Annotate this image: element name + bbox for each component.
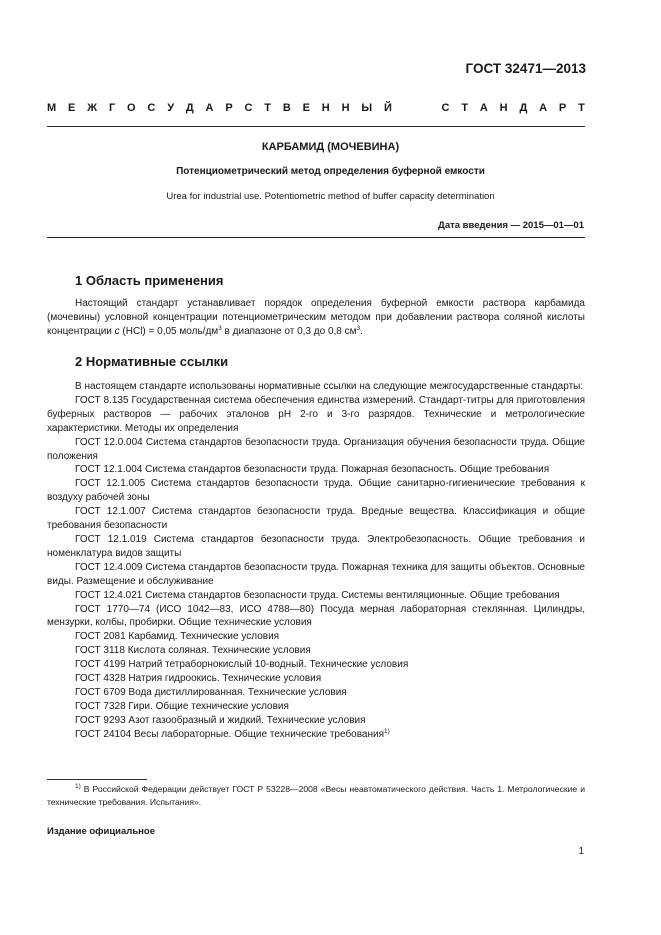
reference-item-last: ГОСТ 24104 Весы лабораторные. Общие технические требования$^{1)}$ <box>75 727 390 740</box>
footnote-marker: 1) <box>75 783 81 790</box>
section-1-heading: 1 Область применения <box>75 273 224 288</box>
banner-letter: Н <box>341 102 350 114</box>
banner-letter: Н <box>499 102 508 114</box>
english-title: Urea for industrial use. Potentiometric method of buffer capacity determination <box>166 191 495 202</box>
document-title: КАРБАМИД (МОЧЕВИНА) <box>261 141 400 153</box>
official-edition-label: Издание официальное <box>47 826 155 837</box>
footnote-divider <box>47 779 147 780</box>
banner-letter: Е <box>68 102 76 114</box>
banner-letter: Й <box>383 102 392 114</box>
banner-letter: У <box>167 102 175 114</box>
section-2-heading: 2 Нормативные ссылки <box>75 354 229 369</box>
banner-letter: Г <box>108 102 116 114</box>
reference-item: ГОСТ 12.1.004 Система стандартов безопасности труда. Пожарная безопасность. Общие требования <box>75 464 550 476</box>
footnote-ref-marker: 1) <box>384 727 390 735</box>
page-number: 1 <box>578 846 584 857</box>
reference-item: ГОСТ 12.1.005 Система стандартов безопасности труда. Общие санитарно-гигиенические требования к воздуху рабочей зоны <box>47 478 585 504</box>
banner-letter: Р <box>558 102 567 114</box>
reference-item: ГОСТ 2081 Карбамид. Технические условия <box>75 631 280 643</box>
reference-item: ГОСТ 7328 Гири. Общие технические условия <box>75 700 289 712</box>
reference-item: ГОСТ 4328 Натрия гидроокись. Технические условия <box>75 673 322 685</box>
banner-letter: Ы <box>361 102 373 114</box>
reference-item: ГОСТ 12.1.019 Система стандартов безопасности труда. Электробезопасность. Общие требования и номенклатура видов защиты <box>47 533 585 559</box>
banner-letter: Т <box>461 102 469 114</box>
banner-letter: Т <box>264 102 272 114</box>
banner-letter: В <box>282 102 291 114</box>
banner-letter: А <box>539 102 548 114</box>
reference-item: ГОСТ 9293 Азот газообразный и жидкий. Технические условия <box>75 714 366 726</box>
banner-letter: Д <box>519 102 528 114</box>
banner-letter: Д <box>185 102 194 114</box>
reference-item: ГОСТ 12.0.004 Система стандартов безопасности труда. Организация обучения безопасности труда. Общие положения <box>47 436 585 462</box>
banner-letter: М <box>47 102 57 114</box>
date-divider <box>47 237 585 238</box>
footnote-text: В Российской Федерации действует ГОСТ Р 53228—2008 «Весы неавтоматического действия. Часть 1. Метрологические и технические требования. Испытания». <box>47 784 585 807</box>
reference-item: ГОСТ 3118 Кислота соляная. Технические условия <box>75 645 311 657</box>
reference-item: ГОСТ 6709 Вода дистиллированная. Технические условия <box>75 686 347 698</box>
banner-letter: О <box>127 102 136 114</box>
banner-letter: А <box>205 102 214 114</box>
reference-item: ГОСТ 12.4.009 Система стандартов безопасности труда. Пожарная техника для защиты объектов. Основные виды. Размещение и обслуживание <box>47 561 585 587</box>
introduction-date: Дата введения — 2015—01—01 <box>438 220 584 231</box>
banner-letter: С <box>441 102 450 114</box>
banner-letter: Н <box>321 102 330 114</box>
reference-item: ГОСТ 4199 Натрий тетраборнокислый 10-водный. Технические условия <box>75 659 409 671</box>
banner-letter: Ж <box>87 102 98 114</box>
banner-letter: А <box>479 102 488 114</box>
references-intro: В настоящем стандарте использованы нормативные ссылки на следующие межгосударственные стандарты: <box>75 381 584 392</box>
banner-letter: Р <box>225 102 233 114</box>
reference-item: ГОСТ 12.4.021 Система стандартов безопасности труда. Системы вентиляционные. Общие требования <box>75 589 560 601</box>
reference-item: ГОСТ 8.135 Государственная система обеспечения единства измерений. Стандарт-титры для приготовления буферных растворов — рабочих эталонов pH 2-го и 3-го разрядов. Технические и метрологические характеристики. Методы их определения <box>47 394 585 434</box>
reference-item: ГОСТ 12.1.007 Система стандартов безопасности труда. Вредные вещества. Классификация и общие требования безопасности <box>47 506 585 532</box>
header-divider <box>47 126 585 127</box>
normative-references-list <box>47 380 585 742</box>
banner-letter: С <box>244 102 253 114</box>
footnote <box>47 783 585 808</box>
banner-letter: С <box>147 102 156 114</box>
interstate-standard-banner <box>47 100 585 116</box>
reference-item: ГОСТ 1770—74 (ИСО 1042—83, ИСО 4788—80) Посуда мерная лабораторная стеклянная. Цилиндры, мензурки, колбы, пробирки. Общие технические условия <box>47 603 585 629</box>
banner-letter: Е <box>302 102 310 114</box>
doc-number: ГОСТ 32471—2013 <box>465 61 586 76</box>
document-subtitle: Потенциометрический метод определения буферной емкости <box>176 166 485 177</box>
banner-letter: Т <box>578 102 585 114</box>
section-1-text: Настоящий стандарт устанавливает порядок определения буферной емкости раствора карбамида (мочевины) условной концентрации потенциометрическим методом при добавлении раствора соляной кислоты концентрации c (HCl) = 0,05 моль/$дм^3$ в диапазоне от 0,3 до 0,8 $см^3$. <box>47 298 585 338</box>
